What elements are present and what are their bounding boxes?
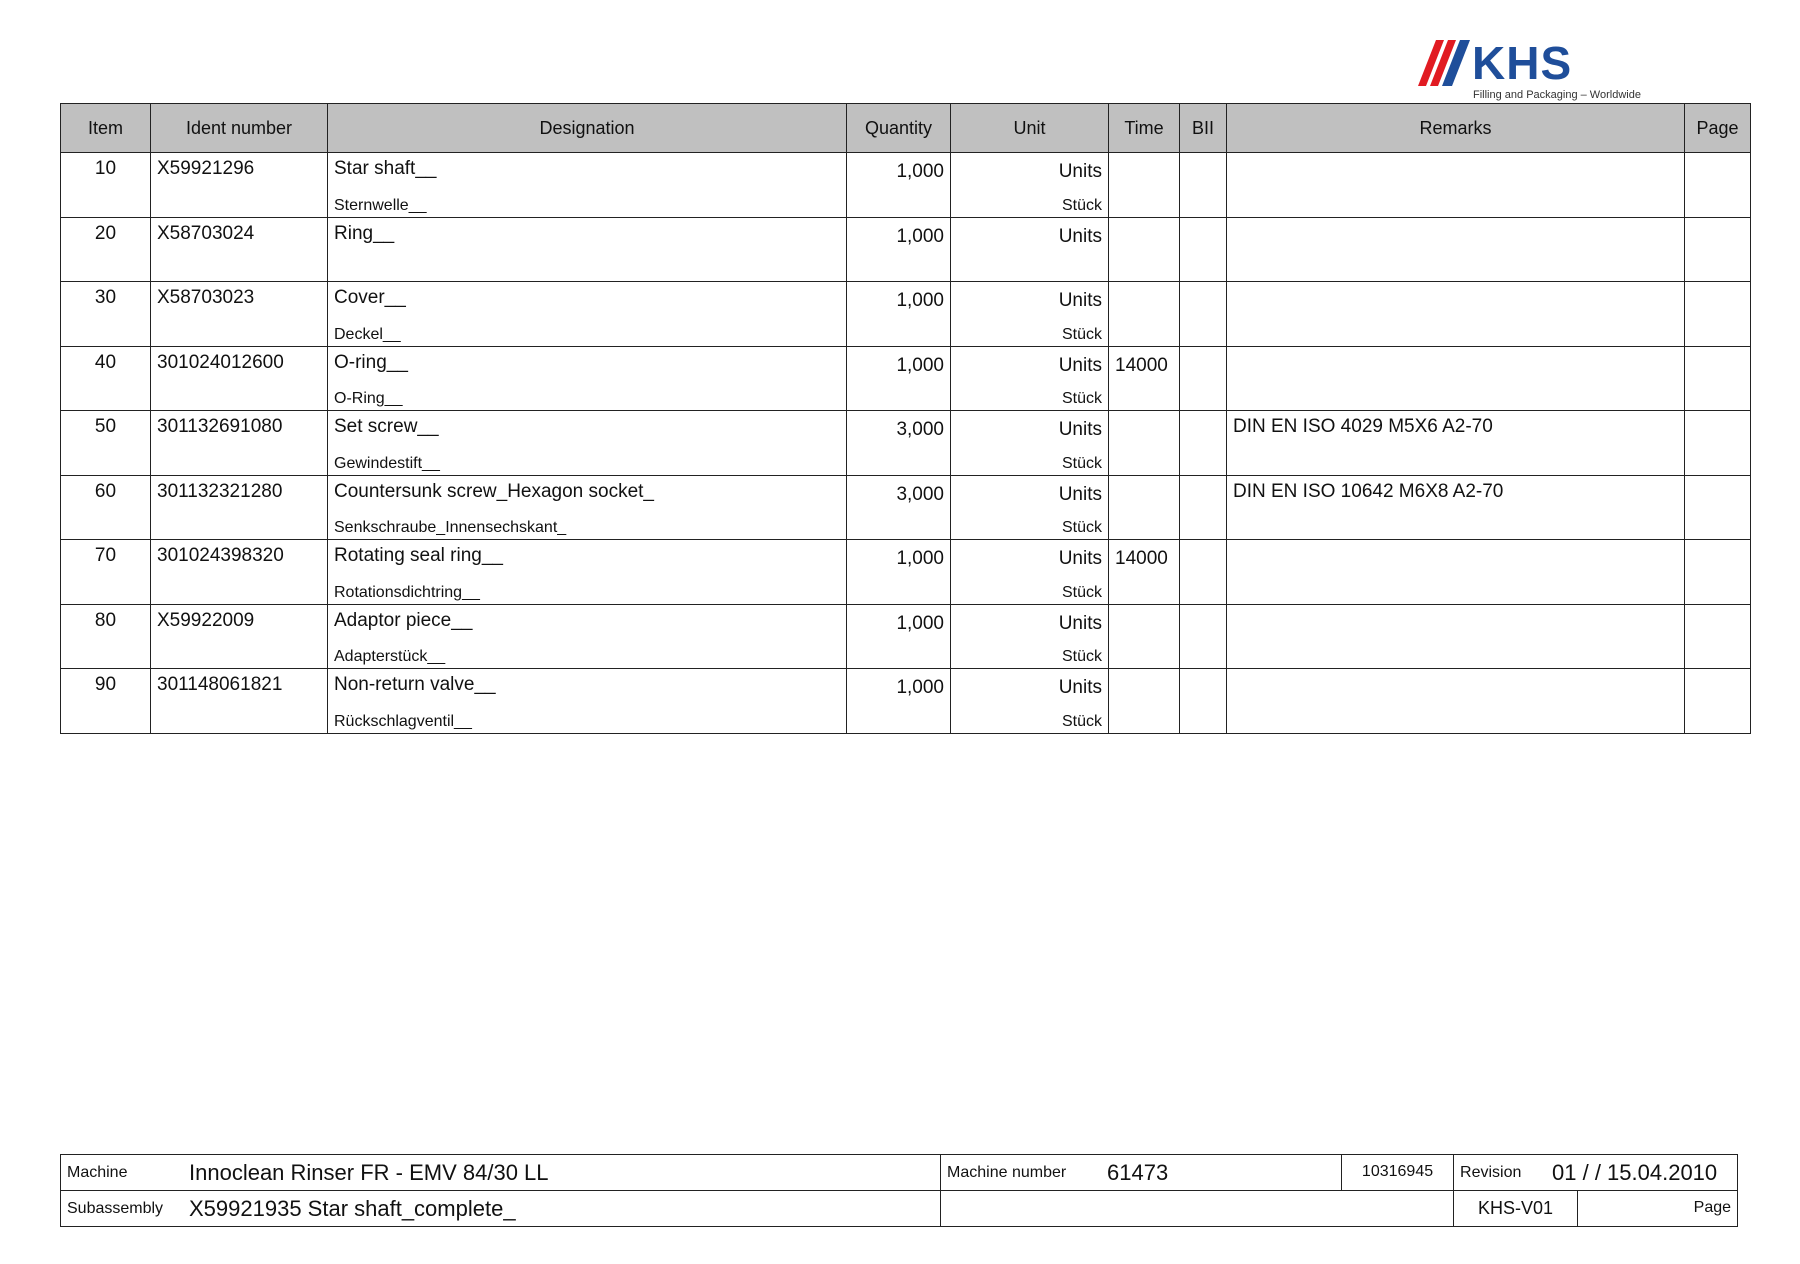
table-row bbox=[61, 153, 1751, 218]
standard-cell bbox=[1454, 1191, 1578, 1227]
unit-de: Stück bbox=[1061, 648, 1102, 665]
standard-value: KHS-V01 bbox=[1477, 1198, 1554, 1218]
table-row bbox=[61, 540, 1751, 605]
order-number: 10316945 bbox=[1361, 1163, 1434, 1181]
item-number: 10 bbox=[61, 153, 151, 218]
empty-cell bbox=[941, 1191, 1454, 1227]
remarks bbox=[1227, 604, 1685, 669]
title-block-row-subassembly bbox=[61, 1191, 1738, 1227]
quantity: 1,000 bbox=[847, 346, 951, 411]
unit-de: Stück bbox=[1061, 454, 1102, 472]
table-row bbox=[61, 604, 1751, 669]
designation-cell bbox=[328, 217, 847, 282]
quantity: 1,000 bbox=[847, 669, 951, 734]
designation-de: Rückschlagventil__ bbox=[334, 712, 472, 730]
page-ref bbox=[1685, 475, 1751, 540]
machine-number-label: Machine number bbox=[947, 1163, 1067, 1181]
quantity: 1,000 bbox=[847, 153, 951, 218]
ident-number: X59921296 bbox=[151, 153, 328, 218]
unit-cell bbox=[951, 475, 1109, 540]
quantity: 1,000 bbox=[847, 540, 951, 605]
designation-cell bbox=[328, 411, 847, 476]
designation-cell bbox=[328, 540, 847, 605]
title-block bbox=[60, 1154, 1738, 1227]
unit-de: Stück bbox=[1061, 196, 1102, 214]
unit-cell bbox=[951, 411, 1109, 476]
machine-number-cell bbox=[941, 1155, 1342, 1191]
bii bbox=[1180, 475, 1227, 540]
remarks bbox=[1227, 153, 1685, 218]
item-number: 80 bbox=[61, 604, 151, 669]
header-ident-number: Ident number bbox=[151, 104, 328, 153]
designation-en: Set screw__ bbox=[334, 416, 439, 437]
subassembly-cell bbox=[61, 1191, 941, 1227]
remarks bbox=[1227, 282, 1685, 347]
unit-cell bbox=[951, 346, 1109, 411]
designation-en: Ring__ bbox=[334, 222, 395, 244]
bii bbox=[1180, 282, 1227, 347]
item-number: 40 bbox=[61, 346, 151, 411]
unit-cell bbox=[951, 153, 1109, 218]
ident-number: 301024012600 bbox=[151, 346, 328, 411]
unit-de: Stück bbox=[1061, 519, 1102, 536]
time bbox=[1109, 604, 1180, 669]
bii bbox=[1180, 217, 1227, 282]
khs-logo bbox=[1418, 36, 1641, 106]
time bbox=[1109, 282, 1180, 347]
page-ref bbox=[1685, 604, 1751, 669]
page-ref bbox=[1685, 217, 1751, 282]
parts-table-body bbox=[61, 153, 1751, 734]
designation-en: Cover__ bbox=[334, 287, 406, 308]
page-ref bbox=[1685, 282, 1751, 347]
page-ref bbox=[1685, 411, 1751, 476]
header-designation: Designation bbox=[328, 104, 847, 153]
unit-en: Units bbox=[1058, 677, 1102, 698]
designation-de: Gewindestift__ bbox=[334, 454, 440, 472]
page-ref bbox=[1685, 669, 1751, 734]
unit-en: Units bbox=[1058, 419, 1102, 440]
table-row bbox=[61, 669, 1751, 734]
machine-cell bbox=[61, 1155, 941, 1191]
unit-cell bbox=[951, 604, 1109, 669]
machine-number-value: 61473 bbox=[1107, 1159, 1169, 1185]
bii bbox=[1180, 669, 1227, 734]
machine-value: Innoclean Rinser FR - EMV 84/30 LL bbox=[189, 1159, 549, 1185]
unit-de: Stück bbox=[1061, 390, 1102, 407]
ident-number: 301132691080 bbox=[151, 411, 328, 476]
header-bii: BII bbox=[1180, 104, 1227, 153]
header-time: Time bbox=[1109, 104, 1180, 153]
designation-de: Deckel__ bbox=[334, 325, 401, 343]
unit-de: Stück bbox=[1061, 712, 1102, 730]
unit-de: Stück bbox=[1061, 583, 1102, 601]
unit-en: Units bbox=[1058, 483, 1102, 505]
unit-cell bbox=[951, 540, 1109, 605]
time: 14000 bbox=[1109, 540, 1180, 605]
time bbox=[1109, 669, 1180, 734]
quantity: 3,000 bbox=[847, 475, 951, 540]
subassembly-value: X59921935 Star shaft_complete_ bbox=[189, 1195, 516, 1221]
item-number: 30 bbox=[61, 282, 151, 347]
time bbox=[1109, 217, 1180, 282]
table-row bbox=[61, 411, 1751, 476]
designation-cell bbox=[328, 604, 847, 669]
revision-label: Revision bbox=[1460, 1163, 1522, 1181]
bii bbox=[1180, 346, 1227, 411]
designation-de: Adapterstück__ bbox=[334, 648, 446, 665]
unit-cell bbox=[951, 669, 1109, 734]
unit-en: Units bbox=[1058, 612, 1102, 634]
time bbox=[1109, 153, 1180, 218]
quantity: 1,000 bbox=[847, 217, 951, 282]
remarks bbox=[1227, 346, 1685, 411]
unit-en: Units bbox=[1058, 161, 1102, 182]
item-number: 90 bbox=[61, 669, 151, 734]
bii bbox=[1180, 540, 1227, 605]
designation-cell bbox=[328, 669, 847, 734]
designation-de: O-Ring__ bbox=[334, 390, 403, 407]
item-number: 20 bbox=[61, 217, 151, 282]
table-row bbox=[61, 475, 1751, 540]
unit-en: Units bbox=[1058, 548, 1102, 569]
unit-cell bbox=[951, 217, 1109, 282]
logo-tagline: Filling and Packaging – Worldwide bbox=[1473, 89, 1641, 101]
revision-cell bbox=[1454, 1155, 1738, 1191]
unit-en: Units bbox=[1058, 354, 1102, 376]
unit-en: Units bbox=[1058, 225, 1102, 247]
ident-number: X58703023 bbox=[151, 282, 328, 347]
bii bbox=[1180, 604, 1227, 669]
designation-de: Rotationsdichtring__ bbox=[334, 583, 480, 601]
remarks: DIN EN ISO 10642 M6X8 A2-70 bbox=[1227, 475, 1685, 540]
table-row bbox=[61, 346, 1751, 411]
designation-cell bbox=[328, 282, 847, 347]
order-number-cell bbox=[1342, 1155, 1454, 1191]
designation-cell bbox=[328, 153, 847, 218]
designation-cell bbox=[328, 475, 847, 540]
revision-value: 01 / / 15.04.2010 bbox=[1552, 1159, 1718, 1185]
page-label-cell bbox=[1578, 1191, 1738, 1227]
header-remarks: Remarks bbox=[1227, 104, 1685, 153]
ident-number: X59922009 bbox=[151, 604, 328, 669]
logo-text: KHS bbox=[1472, 37, 1573, 89]
page-ref bbox=[1685, 346, 1751, 411]
remarks: DIN EN ISO 4029 M5X6 A2-70 bbox=[1227, 411, 1685, 476]
ident-number: 301024398320 bbox=[151, 540, 328, 605]
designation-en: Adaptor piece__ bbox=[334, 609, 473, 631]
page-label: Page bbox=[1693, 1199, 1732, 1217]
parts-list-table bbox=[60, 103, 1751, 734]
khs-logo-mark-icon bbox=[1418, 40, 1470, 86]
page-ref bbox=[1685, 540, 1751, 605]
quantity: 1,000 bbox=[847, 282, 951, 347]
designation-en: Star shaft__ bbox=[334, 158, 437, 179]
remarks bbox=[1227, 669, 1685, 734]
designation-en: Non-return valve__ bbox=[334, 674, 496, 695]
header-item: Item bbox=[61, 104, 151, 153]
unit-en: Units bbox=[1058, 290, 1102, 311]
designation-cell bbox=[328, 346, 847, 411]
item-number: 70 bbox=[61, 540, 151, 605]
ident-number: 301148061821 bbox=[151, 669, 328, 734]
bii bbox=[1180, 411, 1227, 476]
bii bbox=[1180, 153, 1227, 218]
unit-cell bbox=[951, 282, 1109, 347]
designation-en: Countersunk screw_Hexagon socket_ bbox=[334, 480, 655, 502]
quantity: 1,000 bbox=[847, 604, 951, 669]
quantity: 3,000 bbox=[847, 411, 951, 476]
page-ref bbox=[1685, 153, 1751, 218]
table-header-row bbox=[61, 104, 1751, 153]
item-number: 60 bbox=[61, 475, 151, 540]
time: 14000 bbox=[1109, 346, 1180, 411]
designation-en: O-ring__ bbox=[334, 351, 408, 373]
time bbox=[1109, 411, 1180, 476]
subassembly-label: Subassembly bbox=[67, 1199, 164, 1217]
item-number: 50 bbox=[61, 411, 151, 476]
remarks bbox=[1227, 217, 1685, 282]
designation-de: Senkschraube_Innensechskant_ bbox=[334, 519, 567, 536]
designation-en: Rotating seal ring__ bbox=[334, 545, 503, 566]
title-block-row-machine bbox=[61, 1155, 1738, 1191]
designation-de: Sternwelle__ bbox=[334, 196, 427, 214]
header-unit: Unit bbox=[951, 104, 1109, 153]
ident-number: X58703024 bbox=[151, 217, 328, 282]
table-row bbox=[61, 282, 1751, 347]
time bbox=[1109, 475, 1180, 540]
remarks bbox=[1227, 540, 1685, 605]
machine-label: Machine bbox=[67, 1163, 128, 1181]
header-quantity: Quantity bbox=[847, 104, 951, 153]
ident-number: 301132321280 bbox=[151, 475, 328, 540]
table-row bbox=[61, 217, 1751, 282]
unit-de: Stück bbox=[1061, 325, 1102, 343]
header-page: Page bbox=[1685, 104, 1751, 153]
